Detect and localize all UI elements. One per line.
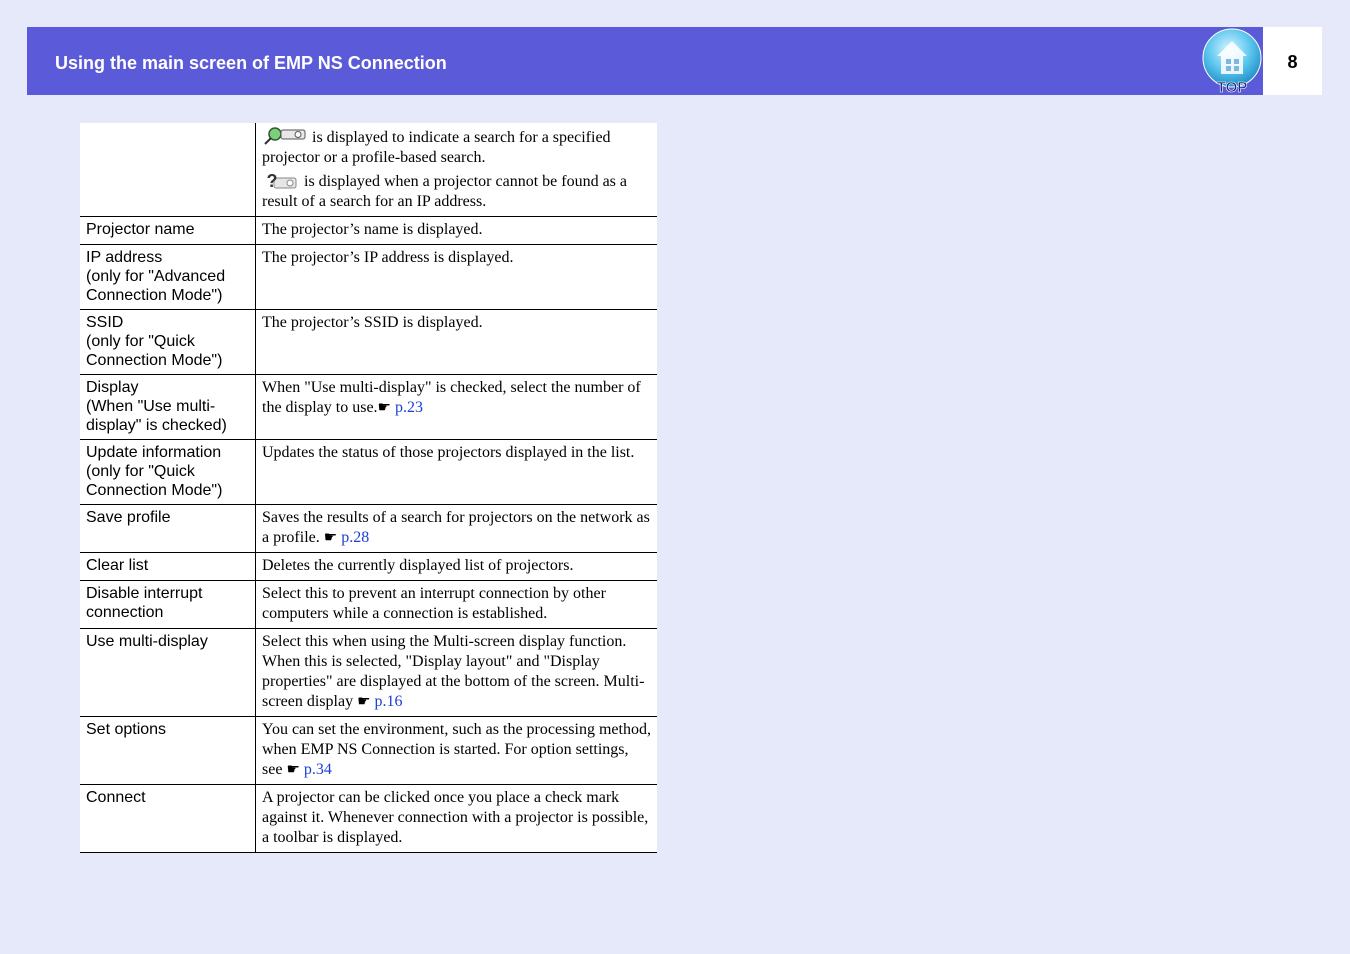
page-link[interactable]: p.28 xyxy=(341,529,370,546)
item-description-cell: Select this when using the Multi-screen display function. When this is selected, "Display layout" and "Display properties" are displayed at the bottom of the screen. Multi-screen display ☛ p.16 xyxy=(256,629,658,717)
page-number-box xyxy=(1263,27,1322,95)
item-name-cell: Display (When "Use multi- display" is checked) xyxy=(80,375,256,440)
item-description-cell: Deletes the currently displayed list of projectors. xyxy=(256,553,658,581)
search-icon-line xyxy=(262,126,651,168)
page-link[interactable]: p.16 xyxy=(374,693,403,710)
projector-not-found-icon xyxy=(262,170,300,190)
table-row xyxy=(80,375,657,440)
item-description-cell: The projector’s IP address is displayed. xyxy=(256,245,658,310)
pointing-hand-icon: ☛ xyxy=(377,400,391,416)
page-title: Using the main screen of EMP NS Connection xyxy=(55,53,447,73)
item-description-cell: Saves the results of a search for projectors on the network as a profile. ☛ p.28 xyxy=(256,505,658,553)
item-name-cell: Disable interrupt connection xyxy=(80,581,256,629)
table-row xyxy=(80,629,657,717)
item-description-cell: A projector can be clicked once you place a check mark against it. Whenever connection with a projector is possible, a toolbar is displayed. xyxy=(256,785,658,853)
table-row xyxy=(80,717,657,785)
item-name-cell: Connect xyxy=(80,785,256,853)
top-label: TOP xyxy=(1216,79,1248,94)
item-name-cell: Projector name xyxy=(80,217,256,245)
table-row xyxy=(80,553,657,581)
item-name-cell: Clear list xyxy=(80,553,256,581)
table-row xyxy=(80,785,657,853)
item-description-cell: You can set the environment, such as the processing method, when EMP NS Connection is started. For option settings, see ☛ p.34 xyxy=(256,717,658,785)
search-icon-description: is displayed to indicate a search for a specified projector or a profile-based search. xyxy=(262,129,611,166)
top-button[interactable] xyxy=(1201,28,1263,94)
not-found-icon-description: is displayed when a projector cannot be found as a result of a search for an IP address. xyxy=(262,173,628,210)
description-table xyxy=(80,123,657,853)
table-row xyxy=(80,505,657,553)
item-name-cell: IP address (only for "Advanced Connection Mode") xyxy=(80,245,256,310)
item-name-cell: Use multi-display xyxy=(80,629,256,717)
item-description-cell: Updates the status of those projectors displayed in the list. xyxy=(256,440,658,505)
page-number: 8 xyxy=(1287,52,1298,72)
item-description-cell: The projector’s SSID is displayed. xyxy=(256,310,658,375)
item-description-cell xyxy=(256,123,658,217)
pointing-hand-icon: ☛ xyxy=(286,762,300,778)
item-name-cell xyxy=(80,123,256,217)
item-description-cell: The projector’s name is displayed. xyxy=(256,217,658,245)
table-row xyxy=(80,440,657,505)
table-row xyxy=(80,310,657,375)
table-row xyxy=(80,581,657,629)
item-name-cell: Set options xyxy=(80,717,256,785)
svg-text:?: ? xyxy=(266,171,278,190)
page-link[interactable]: p.23 xyxy=(395,399,423,416)
table-row xyxy=(80,245,657,310)
specified-search-icon xyxy=(262,126,308,146)
item-name-cell: SSID (only for "Quick Connection Mode") xyxy=(80,310,256,375)
item-description-cell: When "Use multi-display" is checked, select the number of the display to use.☛ p.23 xyxy=(256,375,658,440)
table-row xyxy=(80,217,657,245)
item-description-cell: Select this to prevent an interrupt connection by other computers while a connection is established. xyxy=(256,581,658,629)
pointing-hand-icon: ☛ xyxy=(357,694,371,710)
item-name-cell: Save profile xyxy=(80,505,256,553)
pointing-hand-icon: ☛ xyxy=(323,530,338,546)
item-name-cell: Update information (only for "Quick Connection Mode") xyxy=(80,440,256,505)
page-link[interactable]: p.34 xyxy=(303,761,332,778)
table-row xyxy=(80,123,657,217)
not-found-icon-line xyxy=(262,170,651,212)
page-header xyxy=(27,27,1263,95)
